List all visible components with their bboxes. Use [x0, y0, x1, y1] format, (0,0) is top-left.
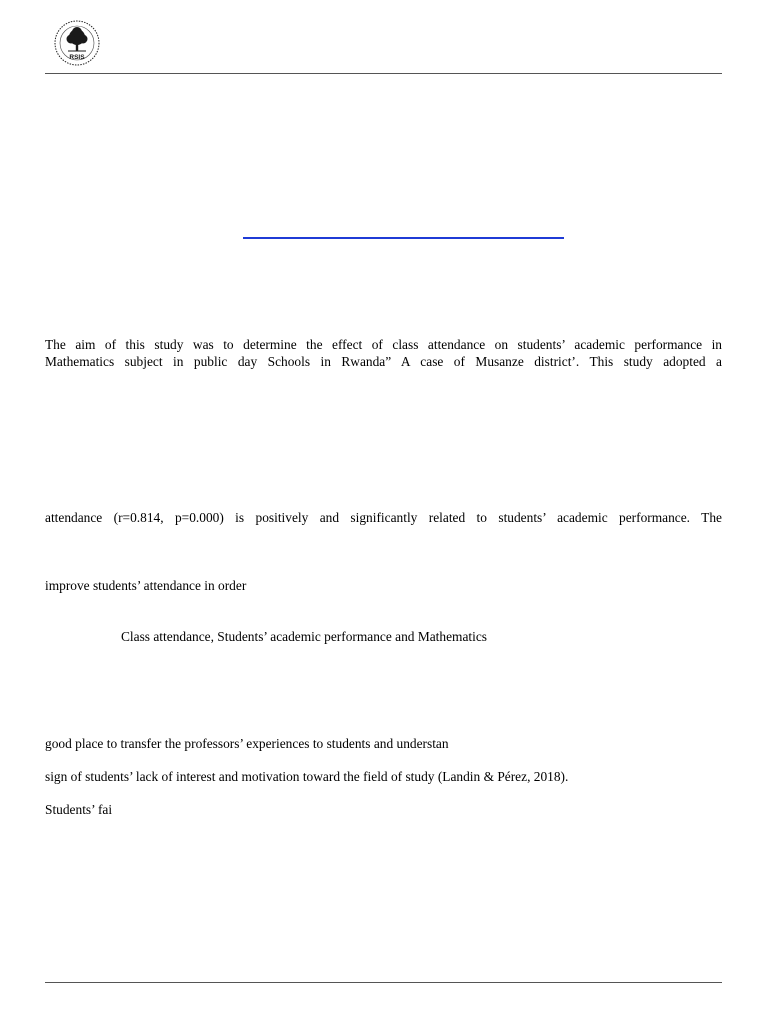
abstract-line-2: Mathematics subject in public day Schools in Rwanda” A case of Musanze district’. This study adopted a	[45, 354, 722, 369]
rsis-logo-icon	[48, 18, 106, 70]
intro-line-3: Students’ fai	[45, 802, 113, 817]
intro-line-2: sign of students’ lack of interest and motivation toward the field of study (Landin & Pérez, 2018).	[45, 769, 569, 784]
abstract-line-1: The aim of this study was to determine the effect of class attendance on students’ academic performance in	[45, 337, 722, 352]
abstract-line-4: improve students’ attendance in order	[45, 578, 247, 593]
abstract-line-3: attendance (r=0.814, p=0.000) is positively and significantly related to students’ academic performance. The	[45, 510, 722, 525]
hyperlink-underline[interactable]	[243, 237, 564, 239]
intro-line-1: good place to transfer the professors’ experiences to students and understan	[45, 736, 449, 751]
logo-text: RSIS	[69, 54, 85, 61]
header-divider	[45, 73, 722, 74]
footer-divider	[45, 982, 722, 983]
keywords-text: Class attendance, Students’ academic performance and Mathematics	[121, 629, 487, 644]
